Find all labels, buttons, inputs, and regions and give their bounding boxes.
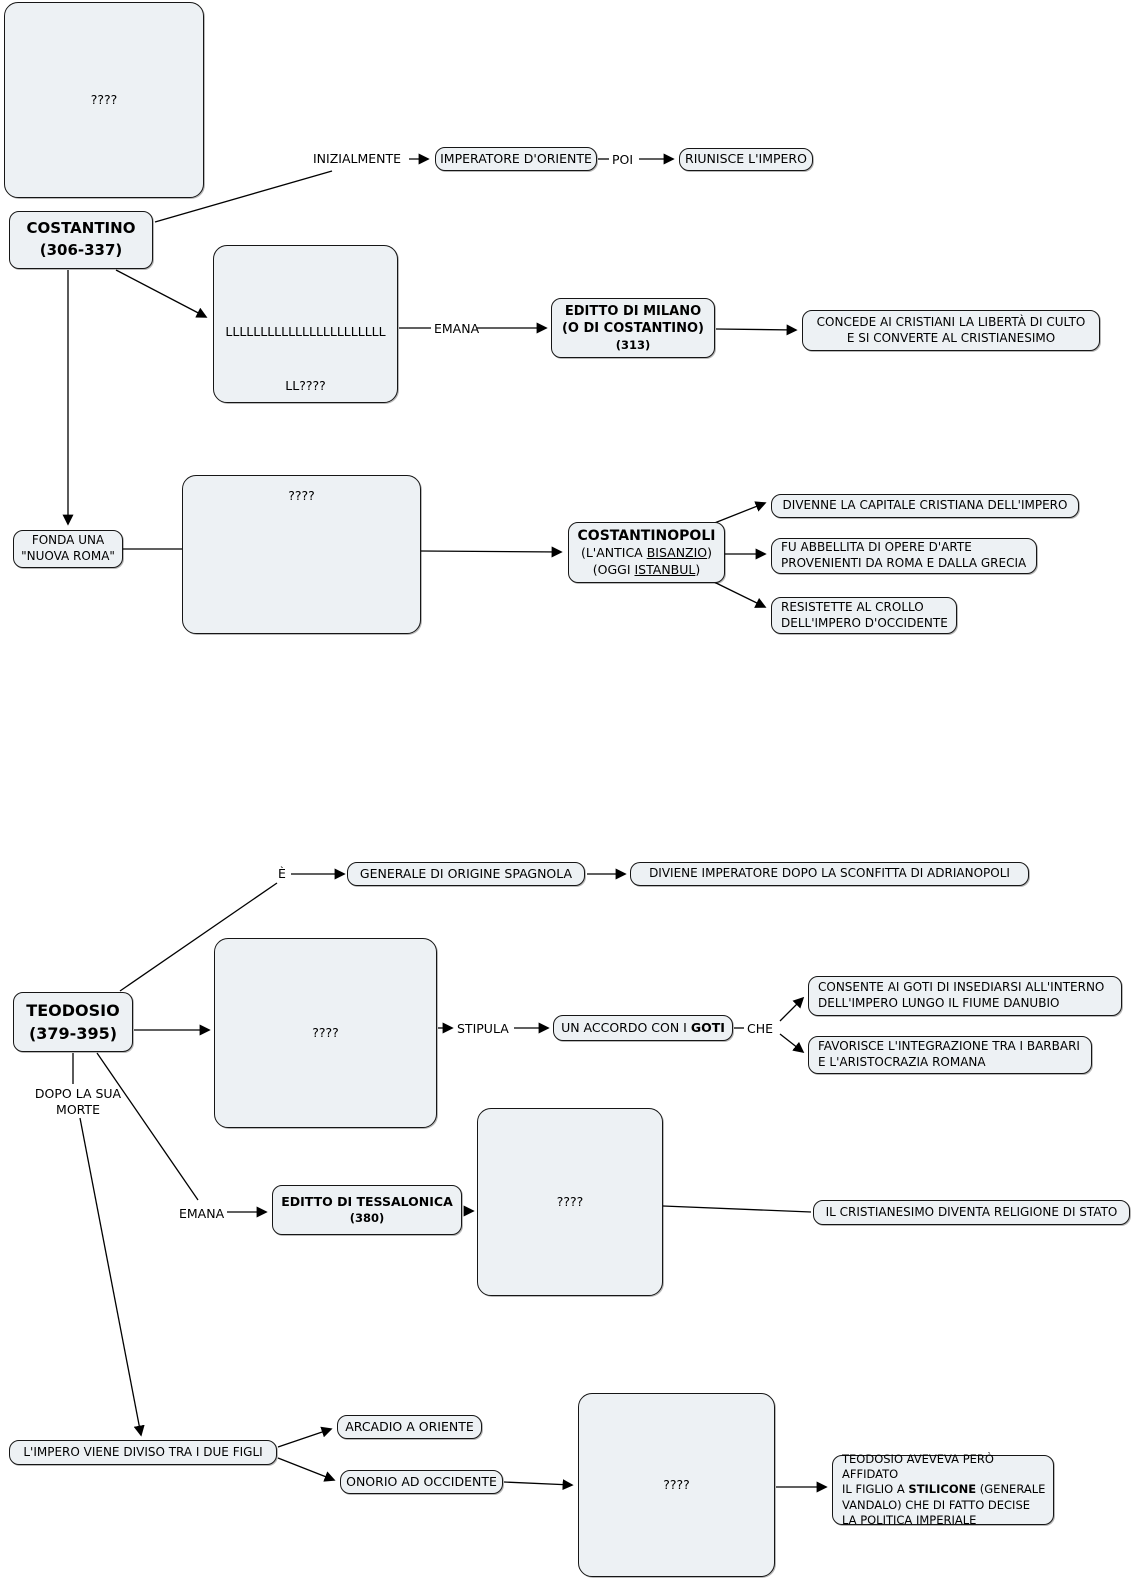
link-label-che[interactable]: CHE	[747, 1021, 774, 1036]
node-onorio[interactable]	[340, 1470, 503, 1494]
link-label-e[interactable]: È	[278, 866, 286, 881]
link-label-poi[interactable]: POI	[612, 152, 634, 167]
node-unknown-mid[interactable]	[182, 475, 421, 634]
connector-che-favorisce	[780, 1034, 803, 1052]
arcadio-text: ARCADIO A ORIENTE	[345, 1418, 474, 1434]
editto-milano-year: (313)	[615, 337, 651, 352]
node-resistette[interactable]	[771, 597, 957, 634]
node-religione-stato[interactable]	[813, 1200, 1130, 1225]
node-concede[interactable]	[802, 310, 1100, 351]
node-costantinopoli[interactable]	[568, 522, 725, 583]
node-favorisce[interactable]	[808, 1036, 1092, 1074]
editto-tess-line1: EDITTO DI TESSALONICA	[281, 1194, 453, 1210]
costantino-name: COSTANTINO	[26, 219, 136, 238]
link-label-dopo-morte[interactable]	[30, 1086, 126, 1117]
node-diviene-imperatore[interactable]	[630, 862, 1029, 886]
connector-impero-onorio	[278, 1458, 334, 1480]
onorio-text: ONORIO AD OCCIDENTE	[346, 1473, 497, 1489]
fonda-line1: FONDA UNA	[31, 533, 105, 548]
connector-teodosio-emana	[97, 1053, 198, 1200]
connector-qbox-religione	[663, 1206, 811, 1212]
fu-abbellita-line2: PROVENIENTI DA ROMA E DALLA GRECIA	[781, 556, 1027, 570]
link-label-stipula[interactable]: STIPULA	[457, 1021, 509, 1036]
costantino-years: (306-337)	[39, 241, 123, 259]
consente-line1: CONSENTE AI GOTI DI INSEDIARSI ALL'INTERNO	[818, 980, 1105, 995]
node-generale-spagnola[interactable]	[347, 862, 585, 886]
editto-milano-line2: (O DI COSTANTINO)	[561, 321, 704, 337]
costantinopoli-line2: (L'ANTICA BISANZIO)	[580, 545, 713, 561]
node-stilicone[interactable]	[832, 1452, 1054, 1527]
connector-costantinopoli-resistette	[712, 581, 765, 607]
dopo-line1: DOPO LA SUA	[34, 1086, 122, 1101]
connector-che-consente	[780, 998, 803, 1021]
l-placeholder-line2: LL????	[285, 377, 326, 393]
favorisce-line1: FAVORISCE L'INTEGRAZIONE TRA I BARBARI	[818, 1039, 1080, 1054]
costantinopoli-line3: (OGGI ISTANBUL)	[592, 561, 701, 577]
connector-dopo-impero	[80, 1118, 141, 1435]
stilicone-line2: IL FIGLIO A STILICONE (GENERALE	[842, 1482, 1046, 1497]
connector-costantinopoli-divenne	[712, 503, 765, 524]
node-unknown-top-text: ????	[90, 91, 118, 107]
connector-impero-arcadio	[278, 1429, 331, 1447]
unknown-mid-text: ????	[288, 488, 315, 503]
node-riunisce-impero[interactable]	[679, 148, 813, 171]
stilicone-line3: VANDALO) CHE DI FATTO DECISE	[842, 1497, 1031, 1512]
node-editto-tessalonica[interactable]	[272, 1185, 462, 1235]
unknown-stipula-text: ????	[312, 1024, 339, 1040]
concede-line2: E SI CONVERTE AL CRISTIANESIMO	[846, 330, 1056, 345]
costantinopoli-title: COSTANTINOPOLI	[577, 527, 716, 544]
unknown-editto-text: ????	[556, 1193, 584, 1209]
node-divenne-capitale[interactable]	[771, 494, 1079, 518]
dopo-line2: MORTE	[56, 1101, 100, 1117]
node-l-placeholder[interactable]	[213, 245, 398, 403]
editto-milano-line1: EDITTO DI MILANO	[564, 304, 702, 320]
stilicone-line4: LA POLITICA IMPERIALE	[842, 1512, 977, 1527]
node-impero-diviso[interactable]	[9, 1440, 277, 1465]
impero-diviso-text: L'IMPERO VIENE DIVISO TRA I DUE FIGLI	[23, 1444, 263, 1459]
node-unknown-stipula[interactable]	[214, 938, 437, 1128]
consente-line2: DELL'IMPERO LUNGO IL FIUME DANUBIO	[818, 996, 1060, 1010]
accordo-text: UN ACCORDO CON I GOTI	[561, 1019, 725, 1035]
divenne-text: DIVENNE LA CAPITALE CRISTIANA DELL'IMPERO	[782, 498, 1068, 513]
link-label-inizialmente[interactable]: INIZIALMENTE	[313, 151, 402, 166]
node-unknown-divisione[interactable]	[578, 1393, 775, 1577]
l-placeholder-line1: LLLLLLLLLLLLLLLLLLLLLLL	[225, 324, 386, 339]
religione-stato-text: IL CRISTIANESIMO DIVENTA RELIGIONE DI STATO	[825, 1204, 1118, 1219]
node-teodosio[interactable]	[13, 992, 133, 1052]
connector-qbox-costantinopoli	[421, 551, 561, 552]
node-accordo-goti[interactable]	[553, 1015, 733, 1041]
connector-costantino-lbox	[116, 270, 206, 317]
fonda-line2: "NUOVA ROMA"	[21, 549, 115, 563]
node-unknown-editto[interactable]	[477, 1108, 663, 1296]
node-costantino[interactable]	[9, 211, 153, 269]
concede-line1: CONCEDE AI CRISTIANI LA LIBERTÀ DI CULTO	[816, 314, 1086, 329]
resistette-line1: RESISTETTE AL CROLLO	[781, 599, 924, 614]
unknown-divisione-text: ????	[663, 1476, 690, 1492]
node-editto-milano[interactable]	[551, 298, 715, 358]
diviene-text: DIVIENE IMPERATORE DOPO LA SCONFITTA DI ADRIANOPOLI	[649, 866, 1010, 881]
connector-onorio-qdivisione	[504, 1482, 572, 1485]
editto-tess-year: (380)	[349, 1210, 385, 1225]
teodosio-name: TEODOSIO	[26, 1000, 120, 1020]
teodosio-years: (379-395)	[28, 1024, 118, 1043]
node-unknown-top[interactable]	[4, 2, 204, 198]
node-imperatore-oriente[interactable]	[435, 147, 597, 171]
favorisce-line2: E L'ARISTOCRAZIA ROMANA	[818, 1055, 986, 1069]
riunisce-impero-text: RIUNISCE L'IMPERO	[685, 151, 807, 167]
stilicone-line1: TEODOSIO AVEVEVA PERÒ AFFIDATO	[842, 1452, 994, 1482]
generale-text: GENERALE DI ORIGINE SPAGNOLA	[359, 865, 573, 881]
link-label-emana-milano[interactable]: EMANA	[434, 321, 480, 336]
link-label-emana-tess[interactable]: EMANA	[179, 1206, 225, 1221]
node-fu-abbellita[interactable]	[771, 538, 1037, 574]
node-arcadio[interactable]	[337, 1415, 482, 1439]
fu-abbellita-line1: FU ABBELLITA DI OPERE D'ARTE	[781, 540, 972, 555]
connector-editto-concede	[716, 329, 796, 330]
resistette-line2: DELL'IMPERO D'OCCIDENTE	[781, 615, 948, 630]
node-fonda-nuova-roma[interactable]	[13, 530, 123, 568]
imperatore-oriente-text: IMPERATORE D'ORIENTE	[440, 150, 592, 166]
node-consente-goti[interactable]	[808, 976, 1122, 1016]
